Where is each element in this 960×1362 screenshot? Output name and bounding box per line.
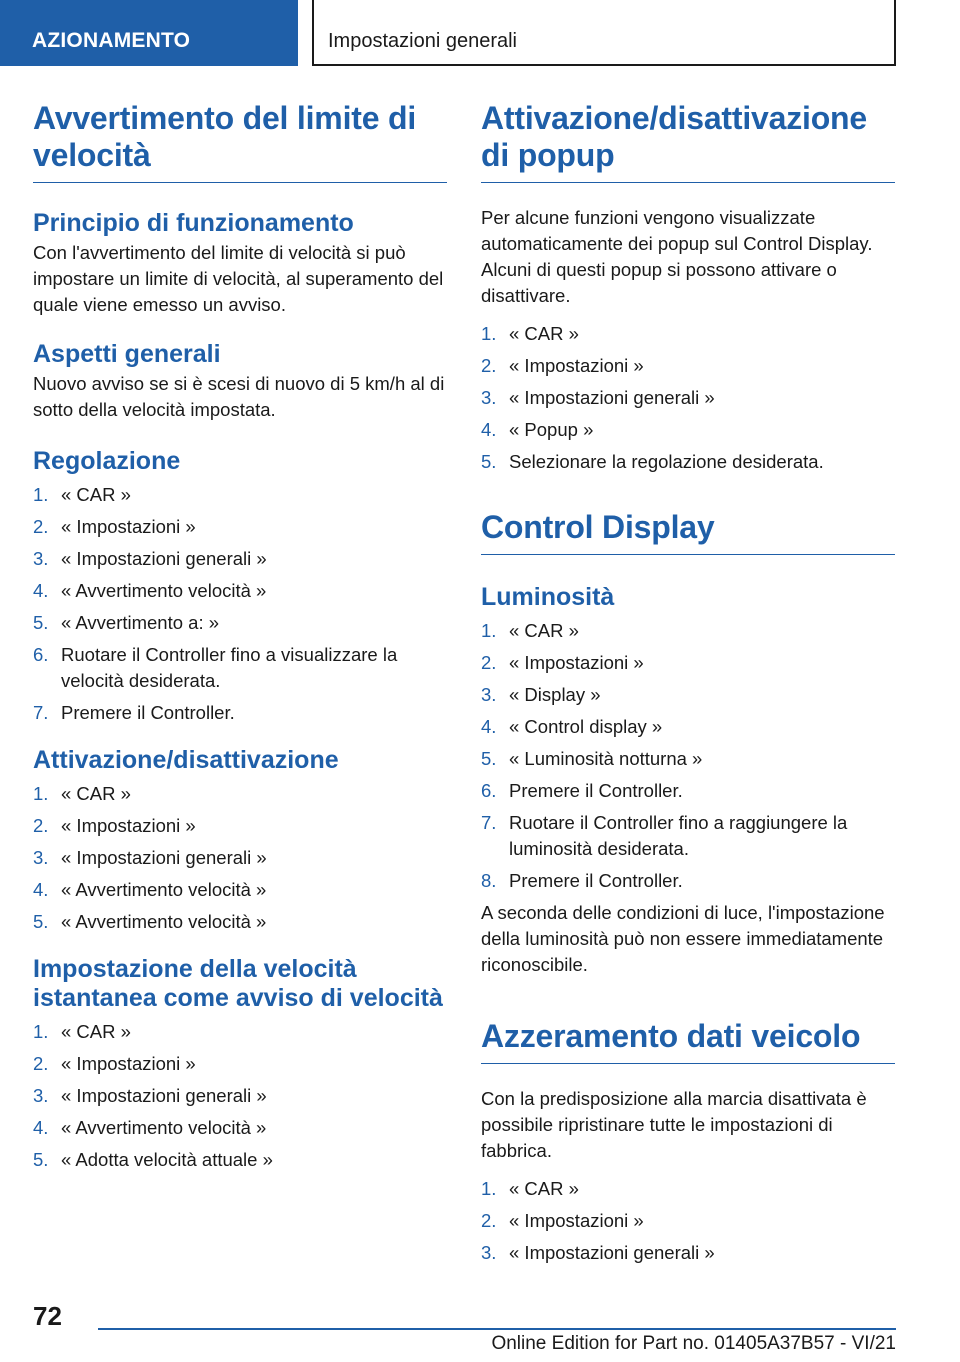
- step-number: 1.: [481, 323, 497, 344]
- step-number: 3.: [481, 684, 497, 705]
- step-number: 1.: [33, 783, 49, 804]
- step-number: 5.: [33, 911, 49, 932]
- step-number: 3.: [33, 847, 49, 868]
- footer-edition: Online Edition for Part no. 01405A37B57 - VI/21: [491, 1333, 896, 1354]
- step-number: 5.: [481, 748, 497, 769]
- list-item: [481, 746, 895, 772]
- step-number: 3.: [481, 1242, 497, 1263]
- step-text: « Popup »: [509, 419, 594, 440]
- step-number: 3.: [33, 548, 49, 569]
- topic-tab: Impostazioni generali: [312, 0, 896, 66]
- list-item: [481, 714, 895, 740]
- step-number: 3.: [481, 387, 497, 408]
- list-item: [481, 778, 895, 804]
- step-text: « Impostazioni »: [509, 652, 644, 673]
- step-number: 7.: [33, 702, 49, 723]
- step-text: « CAR »: [61, 484, 131, 505]
- list-item: [481, 618, 895, 644]
- step-text: Ruotare il Controller fino a raggiungere la luminosità desiderata.: [509, 812, 848, 859]
- list-reset: [481, 1176, 895, 1266]
- step-number: 5.: [33, 612, 49, 633]
- step-text: « Avvertimento a: »: [61, 612, 220, 633]
- list-item: [481, 868, 895, 894]
- step-number: 4.: [33, 1117, 49, 1138]
- step-text: « Impostazioni generali »: [61, 847, 267, 868]
- step-text: « Impostazioni generali »: [509, 387, 715, 408]
- step-number: 7.: [481, 812, 497, 833]
- step-text: « Impostazioni generali »: [61, 548, 267, 569]
- step-text: « Avvertimento velocità »: [61, 879, 267, 900]
- step-number: 5.: [33, 1149, 49, 1170]
- list-item: [33, 1083, 447, 1109]
- list-item: [33, 1051, 447, 1077]
- step-number: 5.: [481, 451, 497, 472]
- list-item: [33, 700, 447, 726]
- list-item: [33, 845, 447, 871]
- list-popup: [481, 321, 895, 475]
- section-title-control-display: Control Display: [481, 509, 895, 555]
- list-item: [33, 610, 447, 636]
- step-text: « Impostazioni »: [61, 516, 196, 537]
- step-text: « Control display »: [509, 716, 663, 737]
- section-tab: AZIONAMENTO: [0, 0, 298, 66]
- list-setting: [33, 482, 447, 726]
- step-text: « CAR »: [61, 783, 131, 804]
- step-number: 4.: [481, 419, 497, 440]
- list-item: [481, 810, 895, 862]
- section-title-speed-limit: Avvertimento del limite di velocità: [33, 100, 447, 183]
- step-number: 2.: [481, 652, 497, 673]
- text-principle: Con l'avvertimento del limite di velocità si può impostare un limite di velocità, al superamento del quale viene emesso un avviso.: [33, 242, 444, 315]
- step-number: 2.: [33, 516, 49, 537]
- step-text: « CAR »: [509, 323, 579, 344]
- list-item: [33, 877, 447, 903]
- step-text: « Impostazioni generali »: [509, 1242, 715, 1263]
- list-item: [33, 546, 447, 572]
- list-item: [481, 682, 895, 708]
- list-item: [33, 482, 447, 508]
- text-popup: Per alcune funzioni vengono visualizzate automaticamente dei popup sul Control Display. Alcuni di questi popup si possono attivare o disattivare.: [481, 207, 873, 306]
- footer-divider: [98, 1328, 896, 1330]
- section-title-popup: Attivazione/disattivazione di popup: [481, 100, 895, 183]
- step-number: 4.: [33, 580, 49, 601]
- list-item: [33, 514, 447, 540]
- step-text: « Avvertimento velocità »: [61, 1117, 267, 1138]
- heading-current-speed: Impostazione della velocità istantanea come avviso di velocità: [33, 955, 443, 1012]
- step-number: 2.: [33, 1053, 49, 1074]
- page-number: 72: [33, 1301, 62, 1331]
- list-item: [481, 449, 895, 475]
- step-number: 6.: [481, 780, 497, 801]
- step-text: « Impostazioni »: [61, 1053, 196, 1074]
- text-brightness-note: A seconda delle condizioni di luce, l'impostazione della luminosità può non essere immediatamente riconoscibile.: [481, 902, 885, 975]
- list-item: [33, 1115, 447, 1141]
- list-item: [33, 1147, 447, 1173]
- list-item: [481, 650, 895, 676]
- step-number: 2.: [33, 815, 49, 836]
- step-text: « Luminosità notturna »: [509, 748, 703, 769]
- step-text: « Impostazioni »: [509, 1210, 644, 1231]
- list-activation: [33, 781, 447, 935]
- step-text: Premere il Controller.: [509, 780, 683, 801]
- list-item: [481, 1176, 895, 1202]
- list-item: [33, 909, 447, 935]
- step-number: 4.: [481, 716, 497, 737]
- list-item: [481, 321, 895, 347]
- heading-activation: Attivazione/disattivazione: [33, 746, 339, 774]
- step-number: 2.: [481, 1210, 497, 1231]
- step-number: 1.: [481, 620, 497, 641]
- step-text: « Display »: [509, 684, 601, 705]
- step-text: Premere il Controller.: [61, 702, 235, 723]
- step-text: « Impostazioni »: [509, 355, 644, 376]
- step-text: « CAR »: [509, 620, 579, 641]
- step-number: 4.: [33, 879, 49, 900]
- list-item: [481, 385, 895, 411]
- list-brightness: [481, 618, 895, 894]
- step-number: 6.: [33, 644, 49, 665]
- step-number: 1.: [481, 1178, 497, 1199]
- list-item: [481, 417, 895, 443]
- step-text: Selezionare la regolazione desiderata.: [509, 451, 824, 472]
- step-text: « CAR »: [61, 1021, 131, 1042]
- list-item: [481, 1208, 895, 1234]
- heading-setting: Regolazione: [33, 447, 181, 475]
- step-text: « Impostazioni generali »: [61, 1085, 267, 1106]
- left-column: [33, 100, 447, 1179]
- heading-principle: Principio di funzionamento: [33, 209, 354, 237]
- step-text: « Avvertimento velocità »: [61, 580, 267, 601]
- step-number: 2.: [481, 355, 497, 376]
- list-item: [33, 1019, 447, 1045]
- list-item: [33, 642, 447, 694]
- step-text: « Adotta velocità attuale »: [61, 1149, 273, 1170]
- step-text: « CAR »: [509, 1178, 579, 1199]
- step-text: « Avvertimento velocità »: [61, 911, 267, 932]
- list-item: [481, 1240, 895, 1266]
- text-general: Nuovo avviso se si è scesi di nuovo di 5 km/h al di sotto della velocità impostata.: [33, 373, 445, 420]
- step-text: Ruotare il Controller fino a visualizzare la velocità desiderata.: [61, 644, 398, 691]
- step-number: 8.: [481, 870, 497, 891]
- list-item: [33, 578, 447, 604]
- page-header: [0, 0, 960, 66]
- heading-brightness: Luminosità: [481, 583, 615, 611]
- list-item: [33, 813, 447, 839]
- list-item: [33, 781, 447, 807]
- step-number: 1.: [33, 484, 49, 505]
- text-reset: Con la predisposizione alla marcia disattivata è possibile ripristinare tutte le impostazioni di fabbrica.: [481, 1088, 867, 1161]
- right-column: [481, 100, 895, 1272]
- step-number: 1.: [33, 1021, 49, 1042]
- section-title-reset: Azzeramento dati veicolo: [481, 1018, 895, 1064]
- heading-general: Aspetti generali: [33, 340, 221, 368]
- list-current-speed: [33, 1019, 447, 1173]
- step-number: 3.: [33, 1085, 49, 1106]
- list-item: [481, 353, 895, 379]
- step-text: « Impostazioni »: [61, 815, 196, 836]
- step-text: Premere il Controller.: [509, 870, 683, 891]
